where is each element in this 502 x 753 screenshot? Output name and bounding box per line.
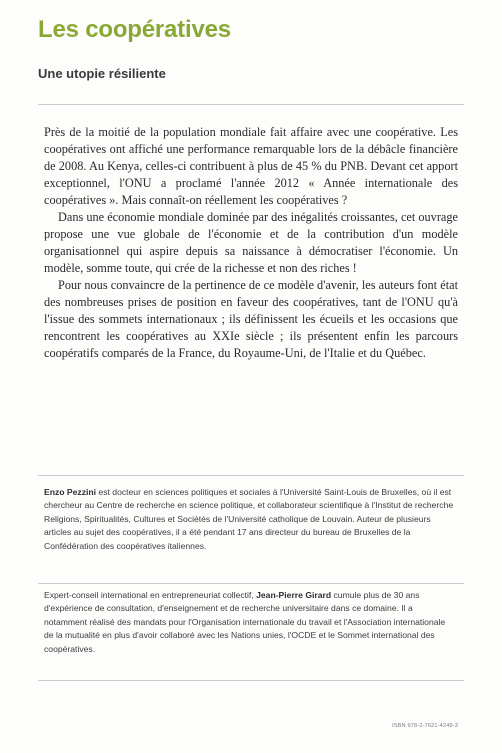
blurb-paragraph: Pour nous convaincre de la pertinence de ce modèle d'avenir, les auteurs font état des nombreuses prises de position en faveur des coopératives, tant de l'ONU qu'à l'issue des sommets internationaux ; ils définissent les écueils et les occasions que rencontrent les coopératives au XXIe siècle ; ils présentent enfin les parcours coopératifs comparés de la France, du Royaume-Uni, de l'Italie et du Québec. [44,278,458,360]
divider-bio-2 [38,583,464,584]
author-bio-text: est docteur en sciences politiques et sociales à l'Université Saint-Louis de Bruxelles, où il est chercheur au Centre de recherche en science politique, et collaborateur scientifique à l'Institut de recherche Religions, Spiritualités, Cultures et Sociétés de l'Université catholique de Louvain. Auteur de plusieurs articles au sujet des coopératives, il a été pendant 17 ans directeur du bureau de Bruxelles de la Confédération des coopératives italiennes. [44,487,454,551]
author-name: Jean-Pierre Girard [256,590,332,600]
blurb-paragraph: Près de la moitié de la population mondiale fait affaire avec une coopérative. Les coopératives ont affiché une performance remarquable lors de la débâcle financière de 2008. Au Kenya, celles-ci contribuent à plus de 45 % du PNB. Devant cet apport exceptionnel, l'ONU a proclamé l'année 2012 « Année internationale des coopératives ». Mais connaît-on réellement les coopératives ? [44,125,458,207]
divider-bio [38,475,464,476]
author-bio-intro: Expert-conseil international en entrepreneuriat collectif, [44,590,257,600]
divider-top [38,104,464,105]
author-bio-pezzini [44,486,456,553]
book-title: Les coopératives [38,16,231,43]
divider-bottom [38,680,464,681]
blurb-text [44,124,458,362]
author-bio-girard [44,589,456,656]
author-name: Enzo Pezzini [44,487,97,497]
isbn-number: ISBN 978-2-7621-4249-3 [392,723,458,729]
author-bio-text: cumule plus de 30 ans d'expérience de consultation, d'enseignement et de recherche universitaire dans ce domaine. Il a notamment réalisé des mandats pour l'Organisation internationale du travail et l'Association internationale de la mutualité en plus d'avoir collaboré avec les Nations unies, l'OCDE et le Sommet international des coopératives. [44,590,446,654]
blurb-paragraph: Dans une économie mondiale dominée par des inégalités croissantes, cet ouvrage propose une vue globale de l'économie et de la contribution d'un modèle organisationnel qui aspire depuis sa naissance à démocratiser l'économie. Un modèle, somme toute, qui crée de la richesse et non des riches ! [44,210,458,275]
book-subtitle: Une utopie résiliente [38,66,166,81]
